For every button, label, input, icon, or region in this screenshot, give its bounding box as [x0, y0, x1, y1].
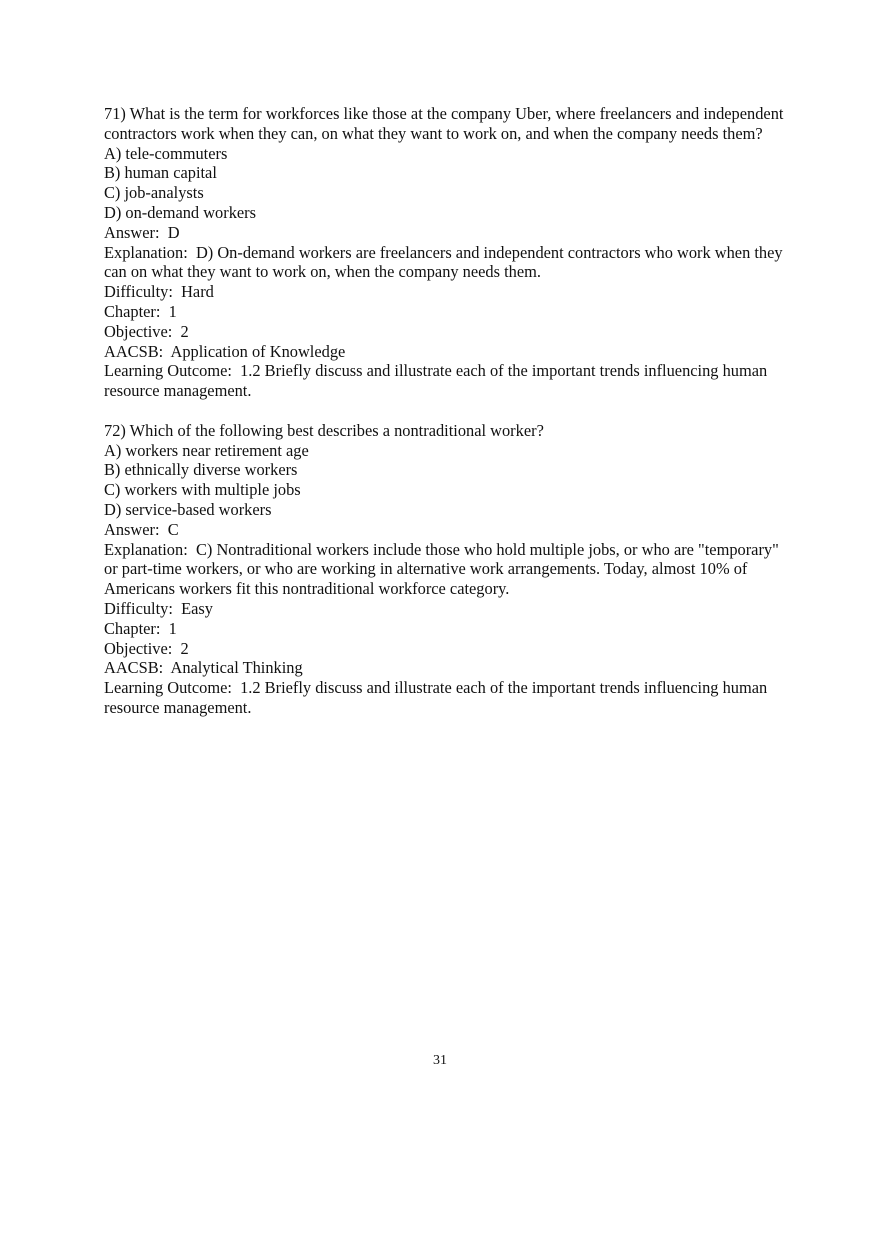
difficulty: Difficulty: Hard [104, 282, 214, 302]
question-72 [104, 421, 784, 718]
document-body [104, 104, 788, 738]
option-b: B) ethnically diverse workers [104, 460, 298, 480]
learning-outcome: Learning Outcome: 1.2 Briefly discuss and illustrate each of the important trends influencing human resource management. [104, 678, 772, 717]
objective: Objective: 2 [104, 638, 189, 658]
page-number: 31 [433, 1053, 447, 1068]
aacsb: AACSB: Application of Knowledge [104, 341, 346, 361]
question-71 [104, 104, 788, 401]
question-stem: 72) Which of the following best describes a nontraditional worker? [104, 420, 544, 440]
learning-outcome: Learning Outcome: 1.2 Briefly discuss and illustrate each of the important trends influencing human resource management. [104, 361, 772, 401]
question-stem: 71) What is the term for workforces like those at the company Uber, where freelancers and independent contractors work when they can, on what they want to work on, and when the company needs them? [104, 104, 788, 143]
objective: Objective: 2 [104, 321, 189, 341]
explanation: Explanation: C) Nontraditional workers include those who hold multiple jobs, or who are "temporary" or part-time workers, or who are working in alternative work arrangements. Today, almost 10% of Americans workers fit this nontraditional workforce category. [104, 539, 783, 599]
option-a: A) workers near retirement age [104, 440, 309, 460]
option-b: B) human capital [104, 163, 217, 183]
answer: Answer: C [104, 519, 179, 539]
option-a: A) tele-commuters [104, 143, 228, 163]
aacsb: AACSB: Analytical Thinking [104, 658, 303, 678]
option-c: C) job-analysts [104, 183, 204, 203]
difficulty: Difficulty: Easy [104, 598, 213, 618]
explanation: Explanation: D) On-demand workers are freelancers and independent contractors who work when they can on what they want to work on, when the company needs them. [104, 242, 787, 282]
answer: Answer: D [104, 222, 180, 242]
option-d: D) service-based workers [104, 499, 272, 519]
option-c: C) workers with multiple jobs [104, 480, 301, 500]
chapter: Chapter: 1 [104, 301, 177, 321]
chapter: Chapter: 1 [104, 618, 177, 638]
option-d: D) on-demand workers [104, 202, 257, 222]
